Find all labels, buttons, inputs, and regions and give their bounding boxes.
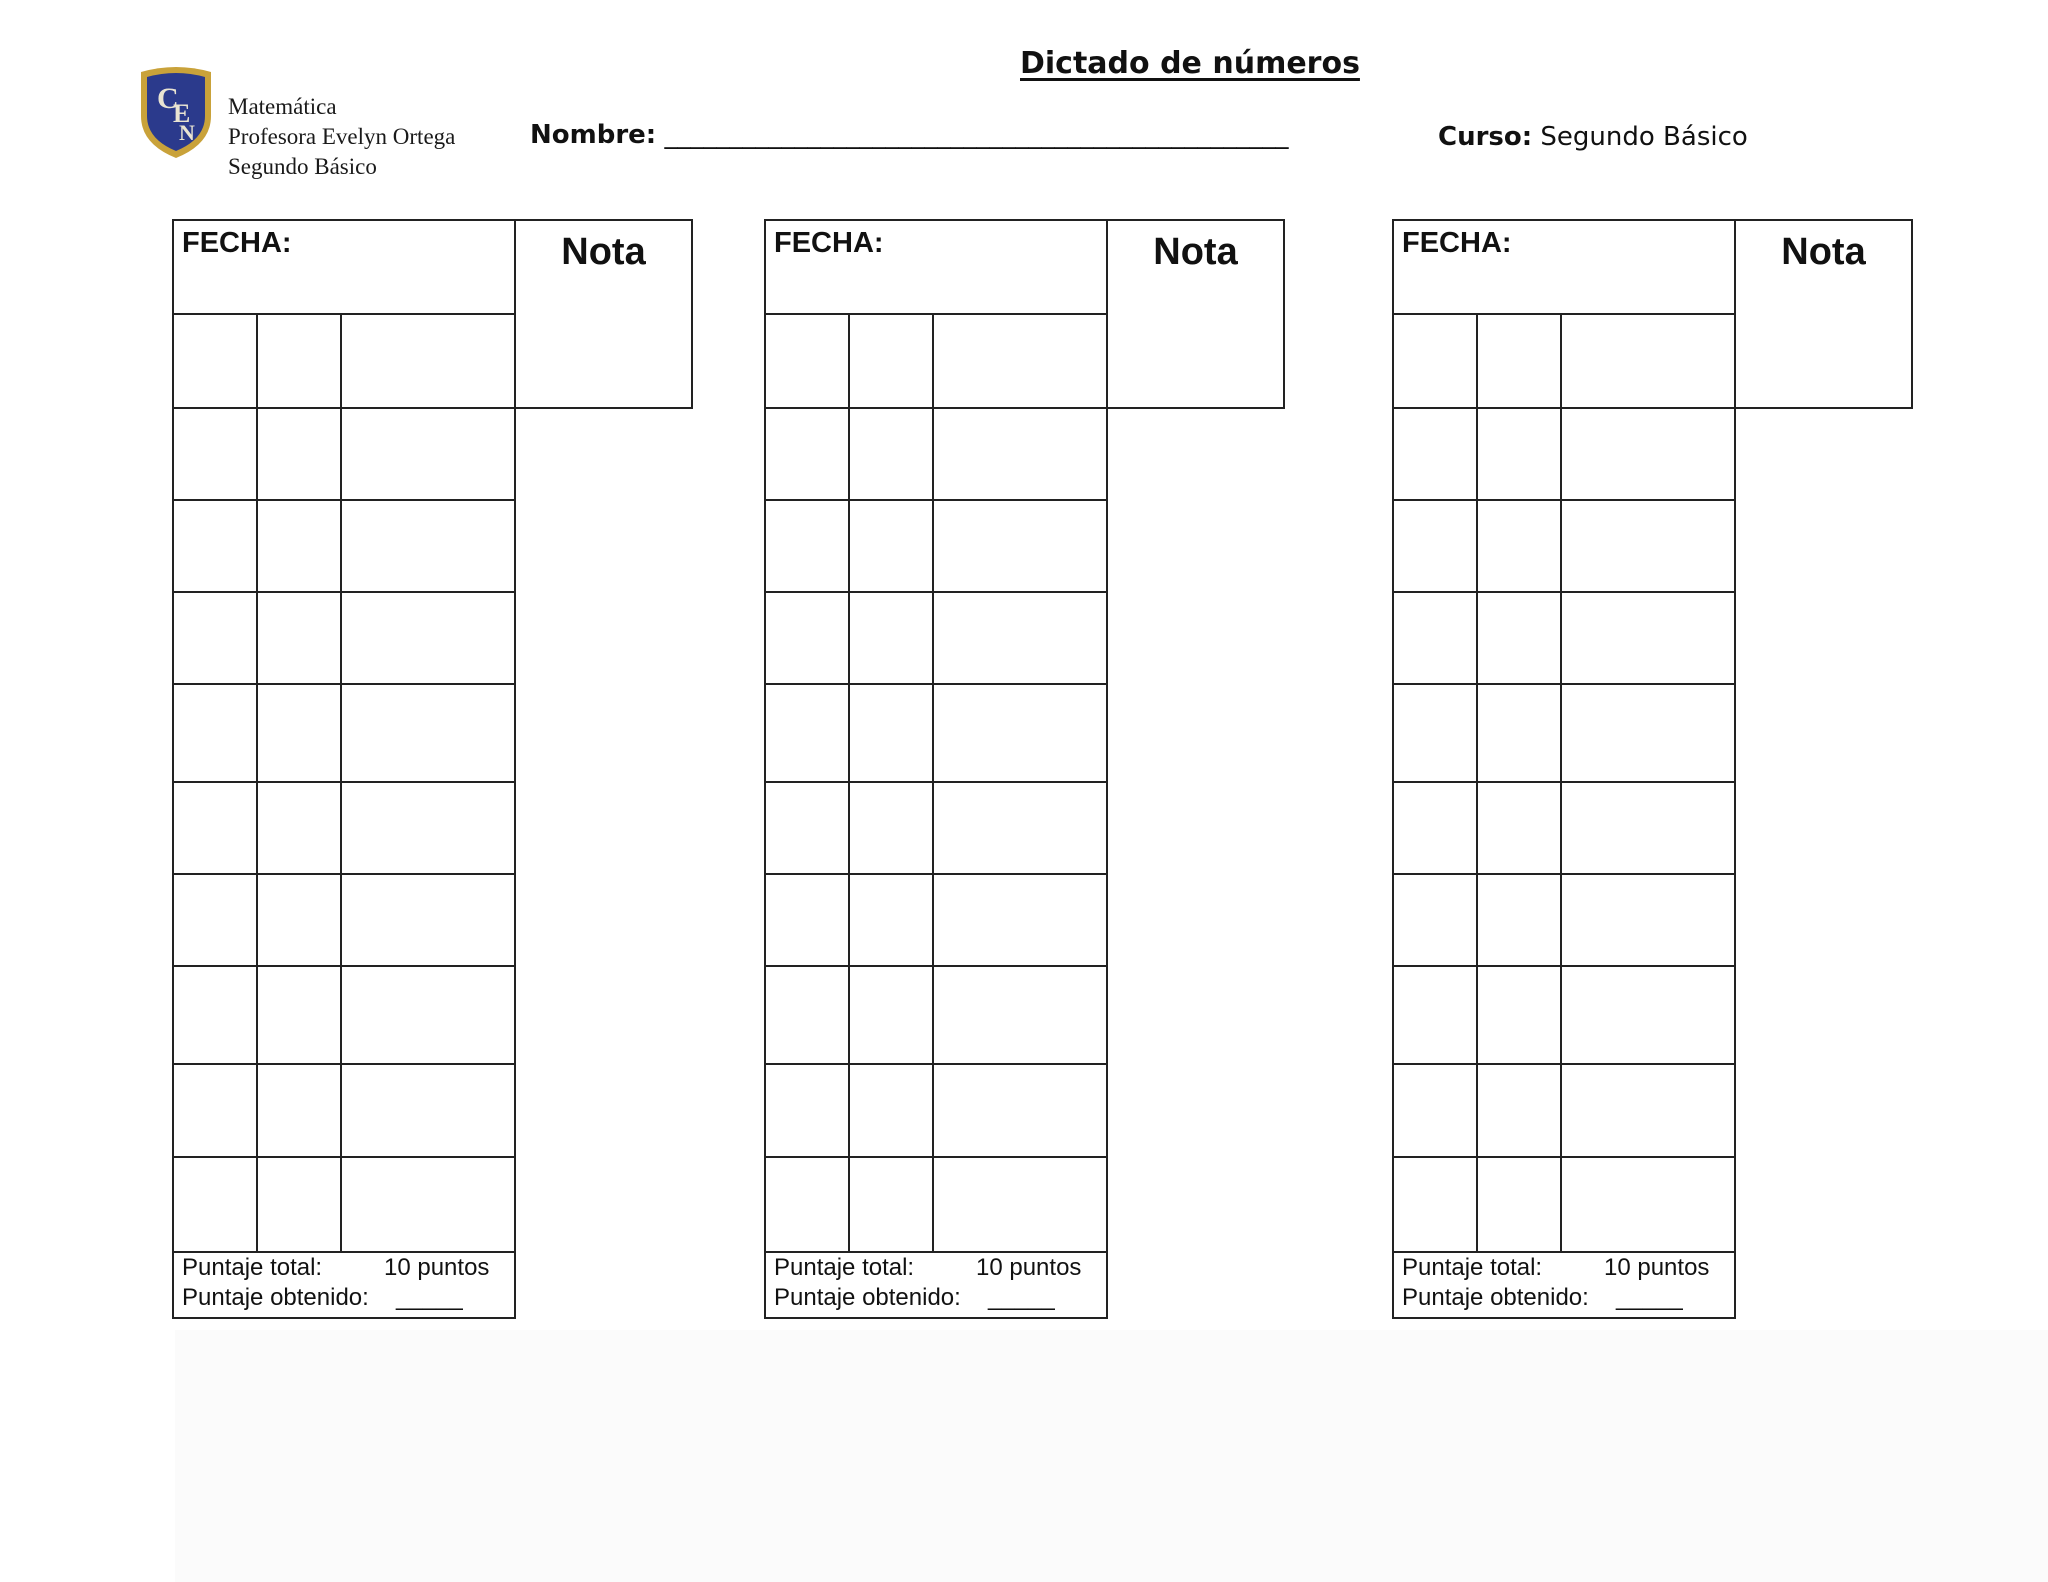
answer-cell[interactable] [936,783,1108,873]
answer-cell[interactable] [1394,1158,1476,1251]
answer-cell[interactable] [766,409,848,499]
answer-cell[interactable] [852,501,934,591]
grade-label: Segundo Básico [228,154,377,179]
answer-cell[interactable] [852,783,934,873]
answer-row [766,1065,1106,1156]
answer-cell[interactable] [260,875,342,965]
obtained-blank[interactable]: _____ [1616,1284,1683,1311]
answer-row [1394,1158,1734,1251]
grade-box[interactable] [514,219,693,409]
answer-cell[interactable] [766,501,848,591]
school-info [228,92,455,182]
answer-cell[interactable] [1480,501,1562,591]
total-label: Puntaje total: [1402,1254,1543,1281]
answer-cell[interactable] [852,409,934,499]
answer-cell[interactable] [936,1158,1108,1251]
answer-cell[interactable] [1564,875,1736,965]
answer-cell[interactable] [260,685,342,781]
answer-cell[interactable] [260,967,342,1063]
answer-cell[interactable] [936,409,1108,499]
answer-cell[interactable] [1480,409,1562,499]
answer-cell[interactable] [852,1158,934,1251]
answer-row [1394,593,1734,683]
course-label: Curso: [1438,122,1533,152]
teacher-label: Profesora Evelyn Ortega [228,124,456,149]
answer-row [1394,685,1734,781]
answer-row [766,409,1106,499]
answer-cell[interactable] [344,1065,516,1156]
obtained-label: Puntaje obtenido: [774,1284,961,1311]
svg-text:C: C [157,82,179,115]
answer-cell[interactable] [260,315,342,407]
answer-row [1394,501,1734,591]
answer-row [174,501,514,591]
answer-cell[interactable] [766,1065,848,1156]
answer-row [766,967,1106,1063]
nota-label: Nota [1153,231,1238,273]
answer-cell[interactable] [1564,1158,1736,1251]
answer-cell[interactable] [174,501,256,591]
answer-cell[interactable] [344,783,516,873]
fecha-label: FECHA: [774,227,884,259]
answer-row [174,967,514,1063]
score-footer [1402,1253,1710,1313]
answer-row [766,783,1106,873]
answer-row [1394,409,1734,499]
answer-row [1394,875,1734,965]
answer-row [766,685,1106,781]
total-label: Puntaje total: [774,1254,915,1281]
answer-cell[interactable] [1480,967,1562,1063]
answer-cell[interactable] [1394,315,1476,407]
obtained-label: Puntaje obtenido: [182,1284,369,1311]
answer-row [174,593,514,683]
name-label: Nombre: [530,120,657,150]
answer-cell[interactable] [260,783,342,873]
answer-row [174,409,514,499]
fecha-label: FECHA: [1402,227,1512,259]
answer-cell[interactable] [852,875,934,965]
answer-cell[interactable] [1564,685,1736,781]
answer-cell[interactable] [1564,501,1736,591]
answer-row [1394,1065,1734,1156]
answer-cell[interactable] [1480,1065,1562,1156]
answer-row [1394,783,1734,873]
answer-cell[interactable] [1564,783,1736,873]
answer-cell[interactable] [1394,501,1476,591]
answer-cell[interactable] [1564,593,1736,683]
grade-box[interactable] [1734,219,1913,409]
answer-cell[interactable] [766,593,848,683]
answer-cell[interactable] [766,1158,848,1251]
answer-cell[interactable] [1480,1158,1562,1251]
course-value: Segundo Básico [1540,122,1748,152]
answer-cell[interactable] [936,315,1108,407]
answer-cell[interactable] [260,593,342,683]
subject-label: Matemática [228,94,337,119]
answer-row [174,1065,514,1156]
obtained-label: Puntaje obtenido: [1402,1284,1589,1311]
answer-cell[interactable] [1394,685,1476,781]
answer-cell[interactable] [344,409,516,499]
answer-cell[interactable] [1394,875,1476,965]
answer-cell[interactable] [1480,685,1562,781]
answer-cell[interactable] [174,1065,256,1156]
name-blank[interactable]: ________________________________________________ [664,120,1289,150]
answer-cell[interactable] [852,685,934,781]
answer-row [766,315,1106,407]
answer-cell[interactable] [766,783,848,873]
answer-cell[interactable] [1394,967,1476,1063]
answer-row [174,685,514,781]
grade-box[interactable] [1106,219,1285,409]
answer-cell[interactable] [766,315,848,407]
answer-cell[interactable] [1564,967,1736,1063]
total-label: Puntaje total: [182,1254,323,1281]
answer-cell[interactable] [852,593,934,683]
answer-cell[interactable] [174,1158,256,1251]
answer-cell[interactable] [1564,409,1736,499]
answer-cell[interactable] [344,593,516,683]
answer-cell[interactable] [936,501,1108,591]
answer-cell[interactable] [1394,409,1476,499]
document-title: Dictado de números [1020,46,1360,81]
answer-cell[interactable] [936,967,1108,1063]
svg-text:E: E [173,99,191,128]
answer-cell[interactable] [936,1065,1108,1156]
answer-cell[interactable] [1480,783,1562,873]
answer-cell[interactable] [174,409,256,499]
answer-cell[interactable] [344,875,516,965]
total-value: 10 puntos [1604,1254,1710,1281]
answer-cell[interactable] [852,967,934,1063]
answer-cell[interactable] [344,315,516,407]
name-field[interactable] [530,120,1288,150]
score-footer [182,1253,490,1313]
score-footer [774,1253,1082,1313]
answer-cell[interactable] [260,501,342,591]
answer-row [174,1158,514,1251]
svg-text:N: N [179,120,195,145]
answer-cell[interactable] [1564,1065,1736,1156]
answer-cell[interactable] [174,967,256,1063]
answer-cell[interactable] [174,593,256,683]
answer-cell[interactable] [344,501,516,591]
fecha-label: FECHA: [182,227,292,259]
obtained-blank[interactable]: _____ [988,1284,1055,1311]
answer-cell[interactable] [174,315,256,407]
answer-cell[interactable] [1564,315,1736,407]
answer-cell[interactable] [344,685,516,781]
total-value: 10 puntos [976,1254,1082,1281]
answer-row [1394,315,1734,407]
answer-row [174,783,514,873]
answer-cell[interactable] [174,875,256,965]
answer-cell[interactable] [852,1065,934,1156]
answer-cell[interactable] [936,593,1108,683]
answer-cell[interactable] [936,685,1108,781]
answer-row [174,875,514,965]
answer-cell[interactable] [1394,1065,1476,1156]
answer-cell[interactable] [766,967,848,1063]
answer-cell[interactable] [852,315,934,407]
course-field [1438,122,1748,152]
answer-cell[interactable] [344,1158,516,1251]
answer-row [766,501,1106,591]
answer-cell[interactable] [1394,783,1476,873]
answer-cell[interactable] [1394,593,1476,683]
answer-row [1394,967,1734,1063]
answer-cell[interactable] [1480,593,1562,683]
answer-row [766,875,1106,965]
answer-cell[interactable] [260,1158,342,1251]
page-background [175,1330,2048,1582]
answer-row [766,593,1106,683]
answer-cell[interactable] [344,967,516,1063]
total-value: 10 puntos [384,1254,490,1281]
answer-cell[interactable] [766,875,848,965]
answer-cell[interactable] [260,1065,342,1156]
nota-label: Nota [1781,231,1866,273]
answer-cell[interactable] [936,875,1108,965]
obtained-blank[interactable]: _____ [396,1284,463,1311]
answer-cell[interactable] [174,685,256,781]
answer-cell[interactable] [766,685,848,781]
answer-cell[interactable] [1480,875,1562,965]
school-crest-logo [135,64,217,160]
nota-label: Nota [561,231,646,273]
answer-row [174,315,514,407]
answer-row [766,1158,1106,1251]
answer-cell[interactable] [174,783,256,873]
answer-cell[interactable] [1480,315,1562,407]
answer-cell[interactable] [260,409,342,499]
